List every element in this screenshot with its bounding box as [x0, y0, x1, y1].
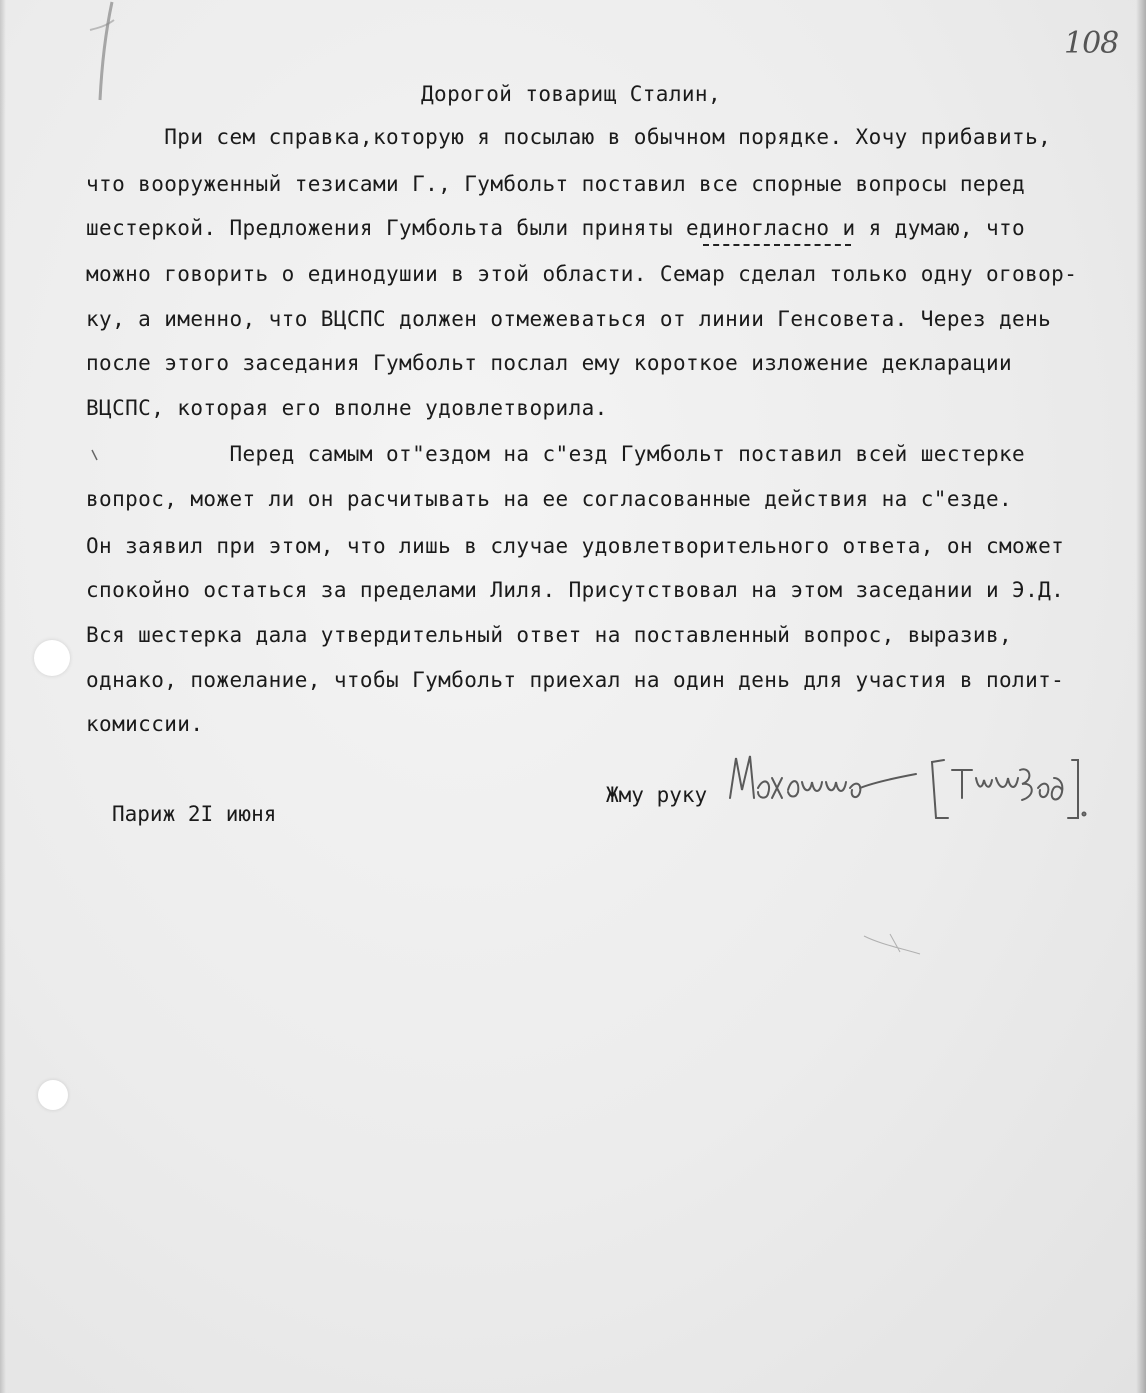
letter-salutation: Дорогой товарищ Сталин,: [421, 82, 721, 106]
text-line: комиссии.: [86, 712, 204, 736]
closing-text: Жму руку: [606, 783, 708, 807]
handwritten-signature: [720, 748, 1100, 828]
place-date: Париж 2I июня: [112, 802, 277, 826]
text-line: вопрос, может ли он расчитывать на ее согласованные действия на с"езде.: [86, 487, 1013, 511]
text-line: Перед самым от"ездом на с"езд Гумбольт поставил всей шестерке: [86, 442, 1026, 466]
text-line: можно говорить о единодушии в этой области. Семар сделал только одну оговор-: [86, 262, 1078, 286]
text-line: ВЦСПС, которая его вполне удовлетворила.: [86, 396, 608, 420]
page-left-edge: [0, 0, 6, 1393]
text-line: спокойно остаться за пределами Лиля. Присутствовал на этом заседании и Э.Д.: [86, 578, 1065, 602]
punch-hole: [38, 1080, 68, 1110]
page-right-edge: [1136, 0, 1146, 1393]
text-line: При сем справка,которую я посылаю в обычном порядке. Хочу прибавить,: [86, 125, 1052, 149]
page-number: 108: [1064, 26, 1119, 61]
text-line: после этого заседания Гумбольт послал ему короткое изложение декларации: [86, 351, 1013, 375]
pencil-corner-mark: [72, 0, 142, 110]
pencil-scratch: [860, 930, 940, 970]
underline-mark: [703, 244, 851, 246]
text-line: что вооруженный тезисами Г., Гумбольт поставил все спорные вопросы перед: [86, 172, 1026, 196]
text-line: ку, а именно, что ВЦСПС должен отмежеваться от линии Генсовета. Через день: [86, 307, 1052, 331]
text-line: Вся шестерка дала утвердительный ответ на поставленный вопрос, выразив,: [86, 623, 1013, 647]
punch-hole: [34, 640, 70, 676]
text-line: шестеркой. Предложения Гумбольта были приняты единогласно и я думаю, что: [86, 216, 1026, 240]
text-line: однако, пожелание, чтобы Гумбольт приехал на один день для участия в полит-: [86, 668, 1065, 692]
text-line: Он заявил при этом, что лишь в случае удовлетворительного ответа, он сможет: [86, 534, 1065, 558]
